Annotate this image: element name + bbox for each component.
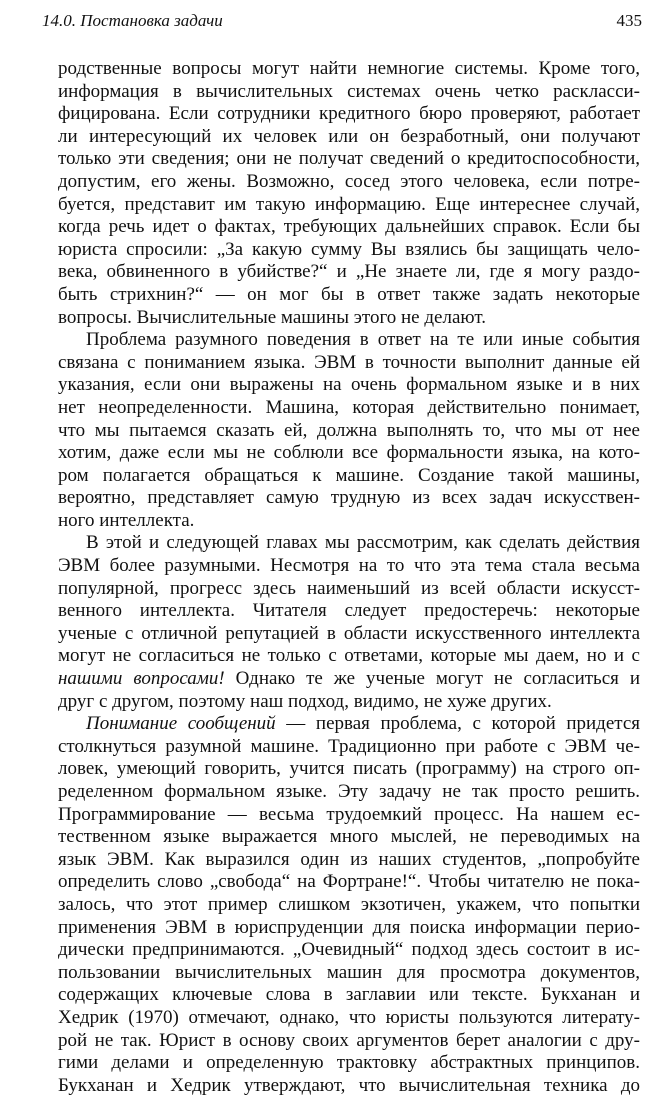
text-line: могут не согласиться не только с ответами, которые мы даем, но и с — [58, 645, 640, 667]
text-line: столкнуться разумной машине. Традиционно при работе с ЭВМ че- — [58, 735, 640, 757]
text-line: ЭВМ более разумными. Несмотря на то что эта тема стала весьма — [58, 555, 640, 577]
text-line: содержащих ключевые слова в заглавии или тексте. Букханан и — [58, 984, 640, 1006]
text-line — [58, 668, 640, 691]
text-line: вероятно, представляет самую трудную из всех задач искусствен- — [58, 487, 640, 509]
text-line: залось, что этот пример слишком экзотичен, укажем, что попытки — [58, 893, 640, 915]
text-line: юриста спросили: „За какую сумму Вы взялись бы защищать чело- — [58, 238, 640, 260]
page-number: 435 — [616, 11, 642, 30]
text-line: пользовании вычислительных машин для просмотра документов, — [58, 961, 640, 983]
text-line: допустим, его жены. Возможно, сосед этого человека, если потре- — [58, 170, 640, 192]
text-fragment: Однако те же ученые могут не согласиться и — [224, 668, 640, 690]
text-line: ловек, умеющий говорить, учится писать (программу) на строго оп- — [58, 758, 640, 780]
italic-phrase: нашими вопросами! — [58, 668, 225, 690]
text-fragment: — первая проблема, с которой придется — [275, 713, 640, 735]
running-title: 14.0. Постановка задачи — [42, 11, 223, 30]
text-line: дически предпринимаются. „Очевидный“ подход здесь состоит в ис- — [58, 939, 640, 961]
text-line: связана с пониманием языка. ЭВМ в точности выполнит данные ей — [58, 351, 640, 373]
text-line: быть стрихнин?“ — он мог бы в ответ также задать некоторые — [58, 283, 640, 305]
text-line: Букханан и Хедрик утверждают, что вычислительная техника до — [58, 1074, 640, 1096]
text-line: ром полагается обращаться к машине. Создание такой машины, — [58, 464, 640, 486]
text-line: ределенном формальном языке. Эту задачу не так просто решить. — [58, 781, 640, 802]
text-line: буется, представит им такую информацию. Еще интереснее случай, — [58, 193, 640, 215]
text-line: ли интересующий их человек или он безработный, они получают — [58, 125, 640, 147]
italic-phrase: Понимание сообщений — [86, 713, 276, 735]
text-line: информация в вычислительных системах очень четко раскласси- — [58, 80, 640, 102]
text-line: фицирована. Если сотрудники кредитного бюро проверяют, работает — [58, 103, 640, 125]
body-text — [58, 58, 640, 1097]
text-line: Хедрик (1970) отмечают, однако, что юристы пользуются литерату- — [58, 1006, 640, 1028]
text-line: язык ЭВМ. Как выразился один из наших студентов, „попробуйте — [58, 848, 640, 870]
text-line: рой не так. Юрист в основу своих аргументов берет аналогии с дру- — [58, 1029, 640, 1051]
text-line: что мы пытаемся сказать ей, должна выполнять то, что мы от нее — [58, 419, 640, 441]
paragraph-start-line — [58, 713, 640, 736]
text-line: тественном языке выражается много мыслей, не переводимых на — [58, 826, 640, 848]
text-line: нет неопределенности. Машина, которая действительно понимает, — [58, 396, 640, 418]
text-line: популярной, прогресс здесь наименьший из всей области искусст- — [58, 577, 640, 599]
text-line: друг с другом, поэтому наш подход, видимо, не хуже других. — [58, 690, 552, 712]
text-line: указания, если они выражены на очень формальном языке и в них — [58, 374, 640, 396]
paragraph-start-line: Проблема разумного поведения в ответ на те или иные события — [86, 329, 640, 351]
text-line: хотим, даже если мы не соблюли все формальности языка, на кото- — [58, 442, 640, 464]
text-line: венного интеллекта. Читателя следует предостеречь: некоторые — [58, 600, 640, 622]
text-line: когда речь идет о фактах, требующих дальнейших справок. Если бы — [58, 216, 640, 238]
text-line: ного интеллекта. — [58, 509, 195, 531]
text-line: гими делами и определенную трактовку абстрактных принципов. — [58, 1052, 640, 1074]
text-line: вопросы. Вычислительные машины этого не делают. — [58, 306, 486, 328]
paragraph-start-line: В этой и следующей главах мы рассмотрим, как сделать действия — [86, 532, 640, 554]
page-header — [42, 8, 642, 34]
text-line: века, обвиненного в убийстве?“ и „Не знаете ли, где я могу раздо- — [58, 261, 640, 283]
text-line: применения ЭВМ в юриспруденции для поиска информации перио- — [58, 916, 640, 938]
text-line: определить слово „свобода“ на Фортране!“. Чтобы читателю не пока- — [58, 871, 640, 893]
text-line: только эти сведения; они не получат сведений о кредитоспособности, — [58, 148, 640, 170]
text-line: Программирование — весьма трудоемкий процесс. На нашем ес- — [58, 803, 640, 825]
text-line: ученые с отличной репутацией в области искусственного интеллекта — [58, 622, 640, 644]
text-line: родственные вопросы могут найти немногие системы. Кроме того, — [58, 58, 640, 79]
